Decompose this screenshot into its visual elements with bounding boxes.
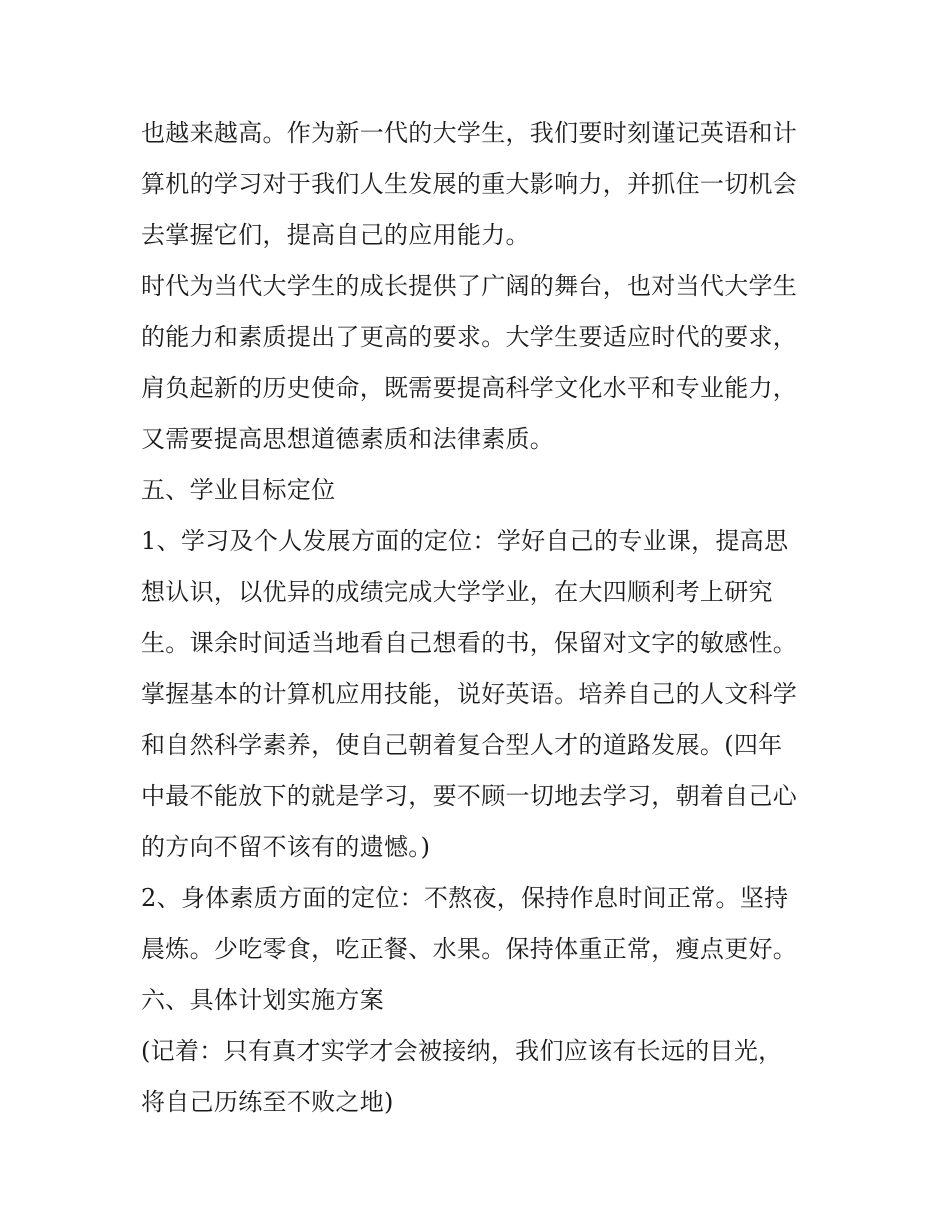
paragraph-line: 的方向不留不该有的遗憾。): [141, 833, 431, 861]
paragraph-line: 2、身体素质方面的定位：不熬夜，保持作息时间正常。坚持: [141, 884, 789, 912]
paragraph-line: 生。课余时间适当地看自己想看的书，保留对文字的敏感性。: [141, 629, 798, 657]
paragraph-line: 将自己历练至不败之地): [141, 1088, 394, 1116]
paragraph-line: 中最不能放下的就是学习，要不顾一切地去学习，朝着自己心: [141, 782, 798, 810]
paragraph-line: (记着：只有真才实学才会被接纳，我们应该有长远的目光，: [141, 1037, 783, 1065]
paragraph-line: 1、学习及个人发展方面的定位：学好自己的专业课，提高思: [141, 527, 789, 555]
paragraph-line: 和自然科学素养，使自己朝着复合型人才的道路发展。(四年: [141, 731, 783, 759]
paragraph-line: 肩负起新的历史使命，既需要提高科学文化水平和专业能力，: [141, 374, 798, 402]
section-heading: 五、学业目标定位: [141, 476, 336, 504]
paragraph-line: 也越来越高。作为新一代的大学生，我们要时刻谨记英语和计: [141, 119, 798, 147]
document-body: [141, 108, 841, 1128]
paragraph-line: 时代为当代大学生的成长提供了广阔的舞台，也对当代大学生: [141, 272, 798, 300]
section-heading: 六、具体计划实施方案: [141, 986, 384, 1014]
paragraph-line: 的能力和素质提出了更高的要求。大学生要适应时代的要求，: [141, 323, 798, 351]
paragraph-line: 又需要提高思想道德素质和法律素质。: [141, 425, 555, 453]
paragraph-line: 去掌握它们，提高自己的应用能力。: [141, 221, 530, 249]
paragraph-line: 晨炼。少吃零食，吃正餐、水果。保持体重正常，瘦点更好。: [141, 935, 798, 963]
paragraph-line: 算机的学习对于我们人生发展的重大影响力，并抓住一切机会: [141, 170, 798, 198]
paragraph-line: 掌握基本的计算机应用技能，说好英语。培养自己的人文科学: [141, 680, 798, 708]
paragraph-line: 想认识，以优异的成绩完成大学学业，在大四顺利考上研究: [141, 578, 773, 606]
